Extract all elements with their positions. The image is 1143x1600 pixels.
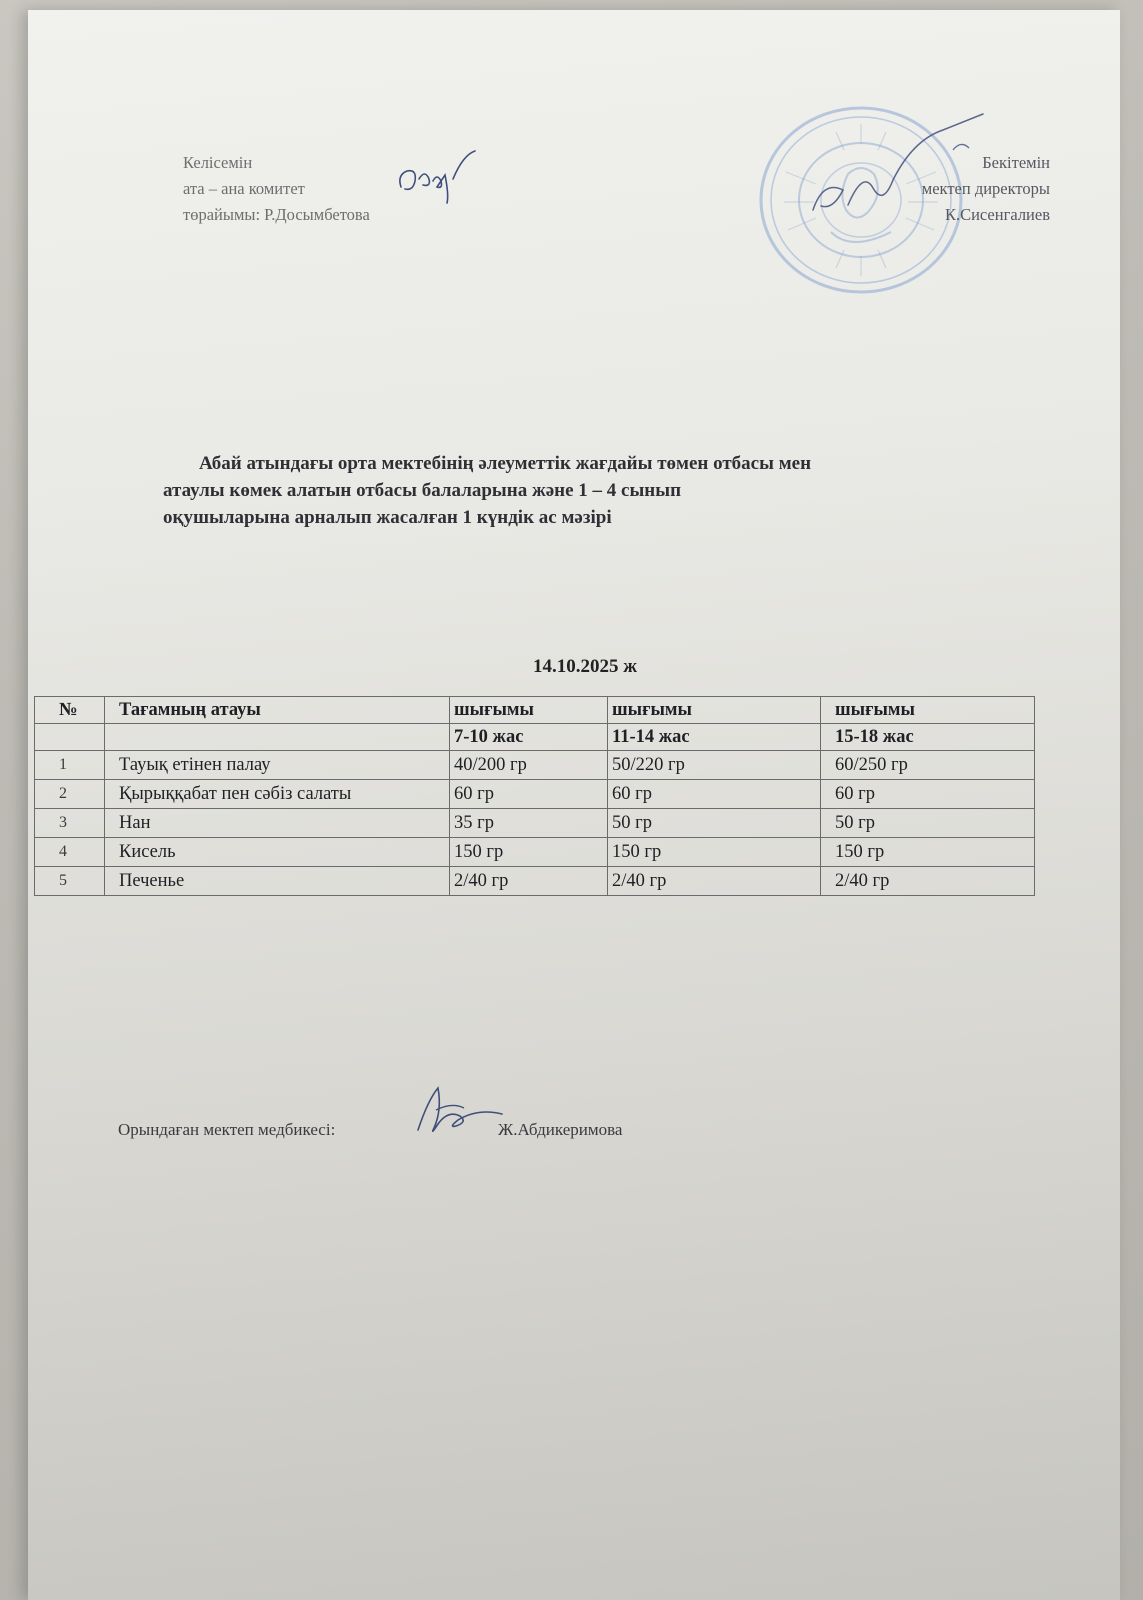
approval-left-line3: төрайымы: Р.Досымбетова — [183, 205, 370, 224]
table-header-row — [35, 697, 1035, 724]
table-row — [35, 809, 1035, 838]
header-portion-col3: шығымы — [821, 697, 1035, 724]
row-portion-col1: 2/40 гр — [450, 867, 608, 896]
table-row — [35, 838, 1035, 867]
header-portion-col2: шығымы — [608, 697, 821, 724]
row-num: 3 — [35, 809, 105, 838]
subheader-age-col1: 7-10 жас — [450, 724, 608, 751]
approval-left-line1: Келісемін — [183, 153, 253, 172]
subheader-age-col3: 15-18 жас — [821, 724, 1035, 751]
nurse-signature — [408, 1080, 508, 1140]
row-portion-col3: 50 гр — [821, 809, 1035, 838]
row-num: 2 — [35, 780, 105, 809]
director-signature — [803, 110, 1003, 220]
title-line3: оқушыларына арналып жасалған 1 күндік ас мәзірі — [163, 507, 612, 528]
row-portion-col1: 60 гр — [450, 780, 608, 809]
row-num: 4 — [35, 838, 105, 867]
subheader-empty-name — [105, 724, 450, 751]
committee-signature — [393, 145, 483, 205]
row-dish-name: Тауық етінен палау — [105, 751, 450, 780]
title-line2: атаулы көмек алатын отбасы балаларына және 1 – 4 сынып — [163, 480, 682, 501]
row-portion-col3: 2/40 гр — [821, 867, 1035, 896]
approval-right-line1: Бекітемін — [982, 153, 1050, 172]
table-subheader-row — [35, 724, 1035, 751]
table-row — [35, 867, 1035, 896]
row-portion-col2: 50 гр — [608, 809, 821, 838]
row-portion-col1: 35 гр — [450, 809, 608, 838]
header-portion-col1: шығымы — [450, 697, 608, 724]
row-portion-col2: 60 гр — [608, 780, 821, 809]
approval-left-line2: ата – ана комитет — [183, 179, 305, 198]
header-dish-name: Тағамның атауы — [105, 697, 450, 724]
row-portion-col3: 60 гр — [821, 780, 1035, 809]
subheader-empty-num — [35, 724, 105, 751]
row-portion-col3: 150 гр — [821, 838, 1035, 867]
row-num: 1 — [35, 751, 105, 780]
row-dish-name: Печенье — [105, 867, 450, 896]
title-line1: Абай атындағы орта мектебінің әлеуметтік жағдайы төмен отбасы мен — [199, 453, 812, 474]
row-portion-col1: 40/200 гр — [450, 751, 608, 780]
row-dish-name: Кисель — [105, 838, 450, 867]
row-dish-name: Қырыққабат пен сәбіз салаты — [105, 780, 450, 809]
footer-nurse-name: Ж.Абдикеримова — [498, 1120, 623, 1139]
document-title — [163, 450, 1083, 531]
approval-right-line3: К.Сисенгалиев — [944, 205, 1050, 224]
row-num: 5 — [35, 867, 105, 896]
document-page — [28, 10, 1120, 1600]
approval-right-line2: мектеп директоры — [921, 179, 1050, 198]
row-portion-col2: 150 гр — [608, 838, 821, 867]
subheader-age-col2: 11-14 жас — [608, 724, 821, 751]
table-row — [35, 780, 1035, 809]
row-dish-name: Нан — [105, 809, 450, 838]
footer-label: Орындаған мектеп медбикесі: — [118, 1120, 336, 1139]
row-portion-col1: 150 гр — [450, 838, 608, 867]
header-num: № — [35, 697, 105, 724]
row-portion-col3: 60/250 гр — [821, 751, 1035, 780]
row-portion-col2: 50/220 гр — [608, 751, 821, 780]
menu-date: 14.10.2025 ж — [533, 656, 638, 677]
table-row — [35, 751, 1035, 780]
menu-table — [34, 696, 1035, 896]
row-portion-col2: 2/40 гр — [608, 867, 821, 896]
